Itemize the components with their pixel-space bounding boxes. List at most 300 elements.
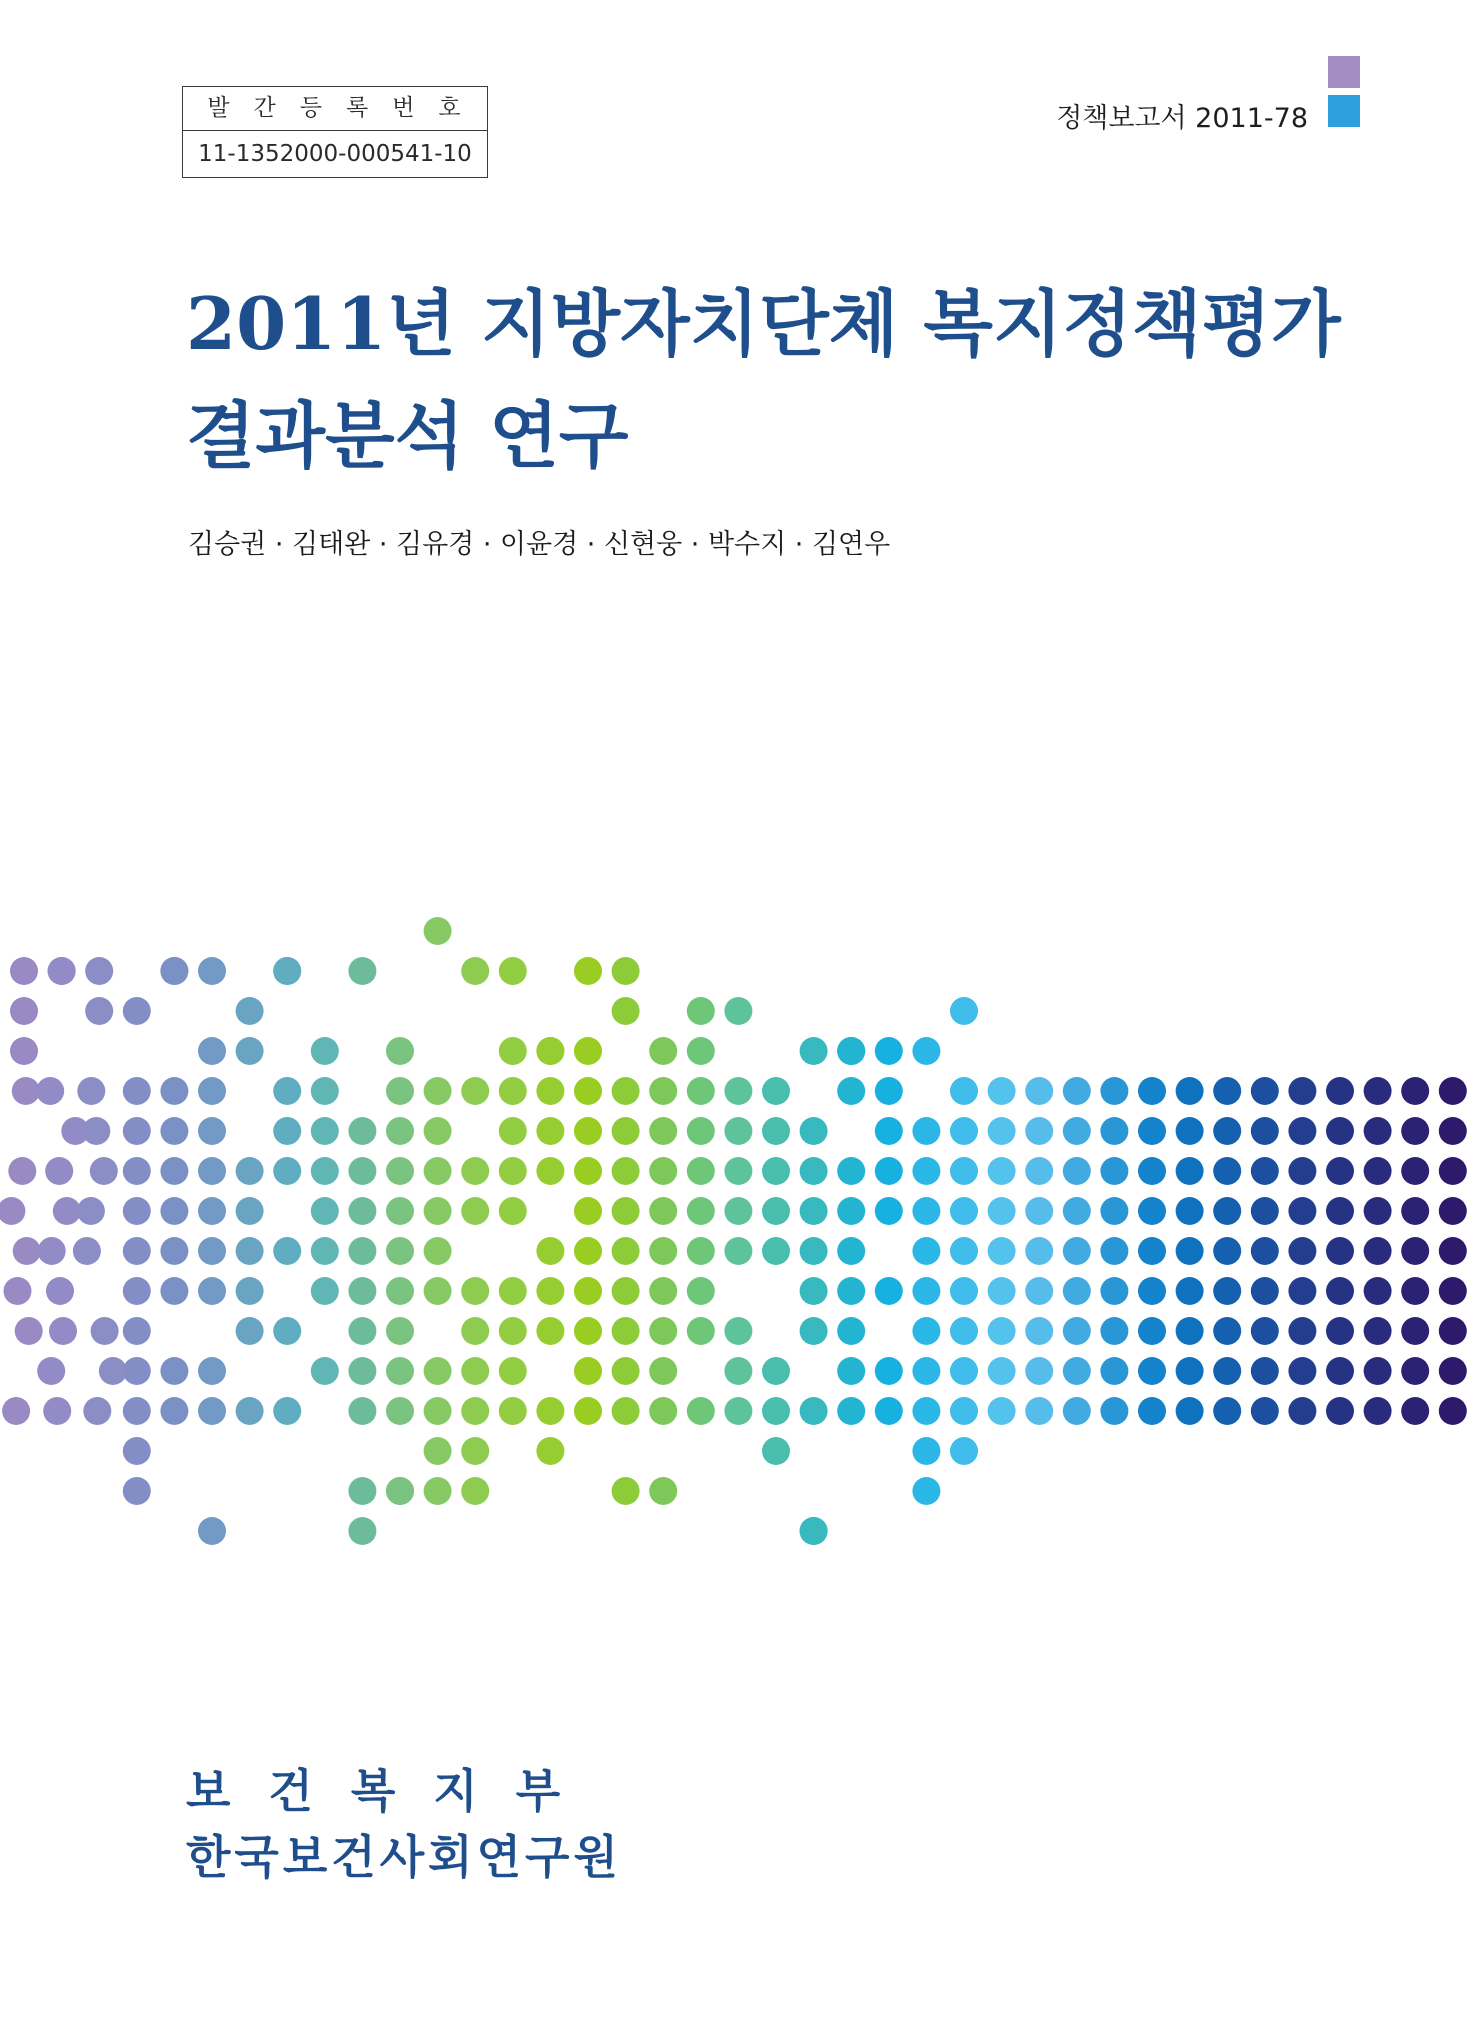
- dot-icon: [1138, 1117, 1166, 1145]
- dot-icon: [348, 1157, 376, 1185]
- dot-icon: [1100, 1277, 1128, 1305]
- dot-icon: [273, 1397, 301, 1425]
- dot-icon: [13, 1237, 41, 1265]
- dot-icon: [762, 1077, 790, 1105]
- dot-icon: [536, 1077, 564, 1105]
- dot-icon: [1401, 1277, 1429, 1305]
- dot-icon: [311, 1357, 339, 1385]
- dot-icon: [649, 1317, 677, 1345]
- dot-icon: [1401, 1077, 1429, 1105]
- dot-icon: [1251, 1277, 1279, 1305]
- dot-icon: [1326, 1077, 1354, 1105]
- dot-icon: [536, 1397, 564, 1425]
- dot-icon: [311, 1077, 339, 1105]
- dot-icon: [724, 1157, 752, 1185]
- dot-icon: [1063, 1157, 1091, 1185]
- dot-icon: [1138, 1197, 1166, 1225]
- dot-icon: [950, 1357, 978, 1385]
- dot-icon: [1326, 1237, 1354, 1265]
- dot-icon: [160, 1157, 188, 1185]
- dot-icon: [198, 1277, 226, 1305]
- dot-icon: [1401, 1157, 1429, 1185]
- dot-icon: [48, 957, 76, 985]
- dot-icon: [49, 1317, 77, 1345]
- dot-icon: [950, 1157, 978, 1185]
- dot-icon: [612, 957, 640, 985]
- dot-icon: [724, 1237, 752, 1265]
- dot-icon: [273, 1317, 301, 1345]
- dot-icon: [950, 1277, 978, 1305]
- dot-icon: [687, 1397, 715, 1425]
- dot-icon: [1401, 1397, 1429, 1425]
- dot-icon: [612, 1197, 640, 1225]
- dot-icon: [612, 1077, 640, 1105]
- dot-icon: [424, 1197, 452, 1225]
- dot-icon: [1251, 1237, 1279, 1265]
- dot-icon: [912, 1117, 940, 1145]
- dot-icon: [424, 1237, 452, 1265]
- dot-icon: [1213, 1237, 1241, 1265]
- dot-icon: [912, 1437, 940, 1465]
- dot-icon: [1288, 1397, 1316, 1425]
- dot-icon: [912, 1317, 940, 1345]
- dot-icon: [1439, 1077, 1467, 1105]
- dot-icon: [988, 1077, 1016, 1105]
- dot-icon: [1213, 1277, 1241, 1305]
- dot-icon: [461, 1197, 489, 1225]
- dot-icon: [386, 1397, 414, 1425]
- dot-icon: [912, 1157, 940, 1185]
- report-title: [186, 268, 1346, 492]
- dot-icon: [4, 1277, 32, 1305]
- dot-icon: [574, 1277, 602, 1305]
- dot-icon: [198, 1237, 226, 1265]
- dot-icon: [311, 1237, 339, 1265]
- dot-icon: [912, 1037, 940, 1065]
- dot-icon: [649, 1157, 677, 1185]
- dot-icon: [724, 1077, 752, 1105]
- registration-number: 11-1352000-000541-10: [198, 141, 472, 167]
- dot-icon: [424, 1077, 452, 1105]
- dot-icon: [1176, 1317, 1204, 1345]
- dot-icon: [273, 1117, 301, 1145]
- dot-icon: [1138, 1077, 1166, 1105]
- dot-icon: [236, 1277, 264, 1305]
- dot-icon: [1213, 1157, 1241, 1185]
- dot-icon: [1213, 1077, 1241, 1105]
- dot-icon: [499, 1037, 527, 1065]
- publisher-block: [186, 1758, 622, 1890]
- dot-icon: [198, 1077, 226, 1105]
- dot-icon: [1401, 1357, 1429, 1385]
- dot-icon: [1364, 1317, 1392, 1345]
- dot-icon: [123, 1397, 151, 1425]
- dot-icon: [499, 957, 527, 985]
- dot-icon: [123, 1197, 151, 1225]
- dot-icon: [499, 1117, 527, 1145]
- dot-icon: [1176, 1157, 1204, 1185]
- dot-icon: [1364, 1237, 1392, 1265]
- dot-icon: [499, 1317, 527, 1345]
- dot-icon: [37, 1357, 65, 1385]
- dot-icon: [1439, 1277, 1467, 1305]
- dot-icon: [160, 1077, 188, 1105]
- dot-icon: [875, 1397, 903, 1425]
- dot-icon: [1213, 1397, 1241, 1425]
- dot-icon: [724, 1317, 752, 1345]
- dot-icon: [1251, 1117, 1279, 1145]
- dot-icon: [536, 1437, 564, 1465]
- dot-icon: [574, 1197, 602, 1225]
- dot-icon: [950, 1077, 978, 1105]
- dot-icon: [1364, 1397, 1392, 1425]
- dot-icon: [1138, 1277, 1166, 1305]
- dot-icon: [1251, 1317, 1279, 1345]
- dot-icon: [988, 1357, 1016, 1385]
- dot-icon: [875, 1117, 903, 1145]
- dot-icon: [1063, 1397, 1091, 1425]
- dot-icon: [53, 1197, 81, 1225]
- dot-icon: [687, 1117, 715, 1145]
- dot-icon: [123, 1317, 151, 1345]
- dot-icon: [1401, 1237, 1429, 1265]
- dot-icon: [236, 1397, 264, 1425]
- dot-icon: [461, 1397, 489, 1425]
- dot-icon: [1364, 1157, 1392, 1185]
- dot-icon: [912, 1237, 940, 1265]
- dot-icon: [1288, 1157, 1316, 1185]
- dot-icon: [46, 1277, 74, 1305]
- dot-icon: [1251, 1077, 1279, 1105]
- dot-icon: [536, 1157, 564, 1185]
- dot-icon: [348, 1117, 376, 1145]
- dot-icon: [1063, 1077, 1091, 1105]
- dot-icon: [950, 1437, 978, 1465]
- dot-icon: [1025, 1277, 1053, 1305]
- dot-icon: [198, 1197, 226, 1225]
- dot-icon: [612, 1477, 640, 1505]
- dot-icon: [99, 1357, 127, 1385]
- dot-icon: [1025, 1397, 1053, 1425]
- title-line-2: 결과분석 연구: [186, 393, 629, 478]
- dot-icon: [273, 1237, 301, 1265]
- dot-icon: [1439, 1117, 1467, 1145]
- dot-icon: [236, 1157, 264, 1185]
- dot-icon: [1100, 1397, 1128, 1425]
- dot-icon: [1326, 1357, 1354, 1385]
- dot-icon: [612, 1317, 640, 1345]
- dot-icon: [273, 1157, 301, 1185]
- dot-icon: [123, 1437, 151, 1465]
- dot-icon: [762, 1237, 790, 1265]
- dot-icon: [1288, 1117, 1316, 1145]
- dot-icon: [8, 1157, 36, 1185]
- dot-icon: [1439, 1397, 1467, 1425]
- dot-icon: [950, 1237, 978, 1265]
- dot-icon: [38, 1237, 66, 1265]
- dot-matrix-graphic: [0, 800, 1480, 1580]
- dot-icon: [198, 1117, 226, 1145]
- dot-icon: [1326, 1157, 1354, 1185]
- dot-icon: [348, 1197, 376, 1225]
- dot-icon: [950, 1117, 978, 1145]
- dot-icon: [687, 1197, 715, 1225]
- dot-icon: [1100, 1237, 1128, 1265]
- dot-icon: [348, 1237, 376, 1265]
- dot-icon: [273, 957, 301, 985]
- dot-icon: [1326, 1117, 1354, 1145]
- dot-icon: [386, 1477, 414, 1505]
- dot-icon: [574, 1157, 602, 1185]
- dot-icon: [724, 1357, 752, 1385]
- dot-icon: [348, 1317, 376, 1345]
- publisher-ministry: 보건복지부: [186, 1764, 599, 1818]
- dot-icon: [1288, 1277, 1316, 1305]
- dot-icon: [236, 1197, 264, 1225]
- dot-icon: [1063, 1237, 1091, 1265]
- dot-icon: [800, 1517, 828, 1545]
- dot-icon: [574, 1317, 602, 1345]
- dot-icon: [800, 1237, 828, 1265]
- dot-icon: [1025, 1317, 1053, 1345]
- dot-icon: [612, 1397, 640, 1425]
- dot-icon: [386, 1197, 414, 1225]
- dot-icon: [1401, 1117, 1429, 1145]
- dot-icon: [574, 1397, 602, 1425]
- dot-icon: [649, 1357, 677, 1385]
- dot-icon: [198, 1157, 226, 1185]
- dot-icon: [912, 1277, 940, 1305]
- dot-icon: [1288, 1077, 1316, 1105]
- dot-icon: [424, 1117, 452, 1145]
- dot-icon: [724, 1117, 752, 1145]
- dot-icon: [1025, 1237, 1053, 1265]
- dot-icon: [461, 1277, 489, 1305]
- dot-icon: [649, 1277, 677, 1305]
- dot-icon: [875, 1037, 903, 1065]
- dot-icon: [724, 1397, 752, 1425]
- dot-icon: [988, 1277, 1016, 1305]
- dot-icon: [348, 1477, 376, 1505]
- dot-icon: [649, 1237, 677, 1265]
- dot-icon: [348, 1357, 376, 1385]
- dot-icon: [687, 1077, 715, 1105]
- dot-icon: [198, 1517, 226, 1545]
- dot-icon: [2, 1397, 30, 1425]
- dot-icon: [762, 1437, 790, 1465]
- blue-square-icon: [1328, 95, 1360, 127]
- dot-icon: [386, 1077, 414, 1105]
- dot-icon: [1176, 1117, 1204, 1145]
- dot-icon: [461, 1437, 489, 1465]
- dot-icon: [1025, 1077, 1053, 1105]
- dot-icon: [1100, 1197, 1128, 1225]
- dot-icon: [837, 1317, 865, 1345]
- dot-icon: [574, 1357, 602, 1385]
- dot-icon: [198, 1397, 226, 1425]
- dot-icon: [311, 1117, 339, 1145]
- dot-icon: [10, 997, 38, 1025]
- dot-icon: [424, 1357, 452, 1385]
- dot-icon: [1025, 1357, 1053, 1385]
- dot-icon: [123, 1117, 151, 1145]
- dot-icon: [837, 1077, 865, 1105]
- dot-icon: [574, 957, 602, 985]
- dot-icon: [649, 1037, 677, 1065]
- dot-icon: [311, 1157, 339, 1185]
- dot-icon: [800, 1197, 828, 1225]
- dot-icon: [386, 1277, 414, 1305]
- dot-icon: [499, 1197, 527, 1225]
- dot-icon: [461, 1157, 489, 1185]
- dot-icon: [687, 1317, 715, 1345]
- dot-icon: [1288, 1357, 1316, 1385]
- dot-icon: [236, 997, 264, 1025]
- dot-icon: [950, 1397, 978, 1425]
- dot-icon: [536, 1237, 564, 1265]
- dot-icon: [1063, 1357, 1091, 1385]
- dot-icon: [123, 997, 151, 1025]
- dot-icon: [837, 1197, 865, 1225]
- dot-icon: [649, 1477, 677, 1505]
- dot-icon: [1288, 1197, 1316, 1225]
- dot-icon: [461, 957, 489, 985]
- dot-icon: [762, 1357, 790, 1385]
- dot-icon: [311, 1037, 339, 1065]
- dot-icon: [1439, 1317, 1467, 1345]
- dot-icon: [198, 957, 226, 985]
- dot-icon: [1213, 1357, 1241, 1385]
- dot-icon: [800, 1117, 828, 1145]
- dot-icon: [574, 1077, 602, 1105]
- dot-icon: [160, 1197, 188, 1225]
- dot-icon: [875, 1197, 903, 1225]
- dot-icon: [424, 1397, 452, 1425]
- dot-icon: [1176, 1397, 1204, 1425]
- dot-icon: [424, 1157, 452, 1185]
- purple-square-icon: [1328, 56, 1360, 88]
- dot-icon: [43, 1397, 71, 1425]
- dot-icon: [1364, 1277, 1392, 1305]
- dot-icon: [988, 1117, 1016, 1145]
- dot-icon: [123, 1357, 151, 1385]
- dot-icon: [574, 1237, 602, 1265]
- dot-icon: [10, 957, 38, 985]
- dot-icon: [687, 1037, 715, 1065]
- dot-icon: [461, 1477, 489, 1505]
- dot-icon: [1364, 1357, 1392, 1385]
- dot-icon: [1364, 1117, 1392, 1145]
- dot-icon: [1439, 1197, 1467, 1225]
- dot-icon: [687, 1157, 715, 1185]
- dot-icon: [236, 1317, 264, 1345]
- dot-icon: [1364, 1197, 1392, 1225]
- dot-icon: [800, 1397, 828, 1425]
- publisher-institute: 한국보건사회연구원: [186, 1830, 622, 1884]
- dot-icon: [499, 1397, 527, 1425]
- dot-icon: [762, 1397, 790, 1425]
- dot-icon: [1176, 1357, 1204, 1385]
- dot-icon: [1326, 1397, 1354, 1425]
- dot-icon: [536, 1317, 564, 1345]
- dot-icon: [649, 1077, 677, 1105]
- dot-icon: [77, 1077, 105, 1105]
- registration-label: 발간등록번호: [183, 87, 487, 131]
- dot-icon: [499, 1077, 527, 1105]
- dot-icon: [1100, 1117, 1128, 1145]
- dot-icon: [1063, 1317, 1091, 1345]
- dot-icon: [988, 1197, 1016, 1225]
- dot-icon: [800, 1277, 828, 1305]
- dot-icon: [1138, 1237, 1166, 1265]
- dot-icon: [1176, 1277, 1204, 1305]
- dot-icon: [123, 1277, 151, 1305]
- dot-icon: [386, 1317, 414, 1345]
- dot-icon: [424, 1277, 452, 1305]
- dot-icon: [649, 1197, 677, 1225]
- dot-icon: [612, 1357, 640, 1385]
- dot-icon: [1138, 1397, 1166, 1425]
- dot-icon: [574, 1037, 602, 1065]
- dot-icon: [499, 1277, 527, 1305]
- dot-icon: [536, 1277, 564, 1305]
- dot-icon: [950, 1317, 978, 1345]
- dot-icon: [499, 1357, 527, 1385]
- dot-icon: [1063, 1277, 1091, 1305]
- dot-icon: [1326, 1317, 1354, 1345]
- dot-icon: [348, 1277, 376, 1305]
- dot-icon: [687, 997, 715, 1025]
- dot-icon: [1025, 1197, 1053, 1225]
- dot-icon: [1100, 1157, 1128, 1185]
- dot-icon: [424, 917, 452, 945]
- dot-icon: [1439, 1357, 1467, 1385]
- dot-icon: [123, 1077, 151, 1105]
- dot-icon: [386, 1157, 414, 1185]
- dot-icon: [1251, 1357, 1279, 1385]
- dot-icon: [236, 1037, 264, 1065]
- dot-icon: [73, 1237, 101, 1265]
- dot-icon: [837, 1237, 865, 1265]
- dot-icon: [800, 1317, 828, 1345]
- dot-icon: [724, 1197, 752, 1225]
- dot-icon: [1025, 1117, 1053, 1145]
- dot-icon: [1100, 1317, 1128, 1345]
- dot-icon: [236, 1237, 264, 1265]
- dot-icon: [649, 1117, 677, 1145]
- dot-icon: [311, 1197, 339, 1225]
- dot-icon: [1439, 1157, 1467, 1185]
- dot-icon: [160, 1117, 188, 1145]
- dot-icon: [1063, 1197, 1091, 1225]
- dot-icon: [1138, 1317, 1166, 1345]
- dot-icon: [762, 1197, 790, 1225]
- author-list: 김승권 · 김태완 · 김유경 · 이윤경 · 신현웅 · 박수지 · 김연우: [188, 529, 891, 560]
- dot-icon: [1251, 1197, 1279, 1225]
- dot-icon: [1251, 1157, 1279, 1185]
- dot-icon: [1251, 1397, 1279, 1425]
- dot-icon: [123, 1157, 151, 1185]
- dot-icon: [988, 1397, 1016, 1425]
- dot-icon: [649, 1397, 677, 1425]
- dot-icon: [800, 1037, 828, 1065]
- dot-icon: [160, 1237, 188, 1265]
- dot-icon: [912, 1477, 940, 1505]
- dot-icon: [762, 1117, 790, 1145]
- dot-icon: [461, 1077, 489, 1105]
- dot-icon: [1326, 1277, 1354, 1305]
- dot-icon: [160, 1357, 188, 1385]
